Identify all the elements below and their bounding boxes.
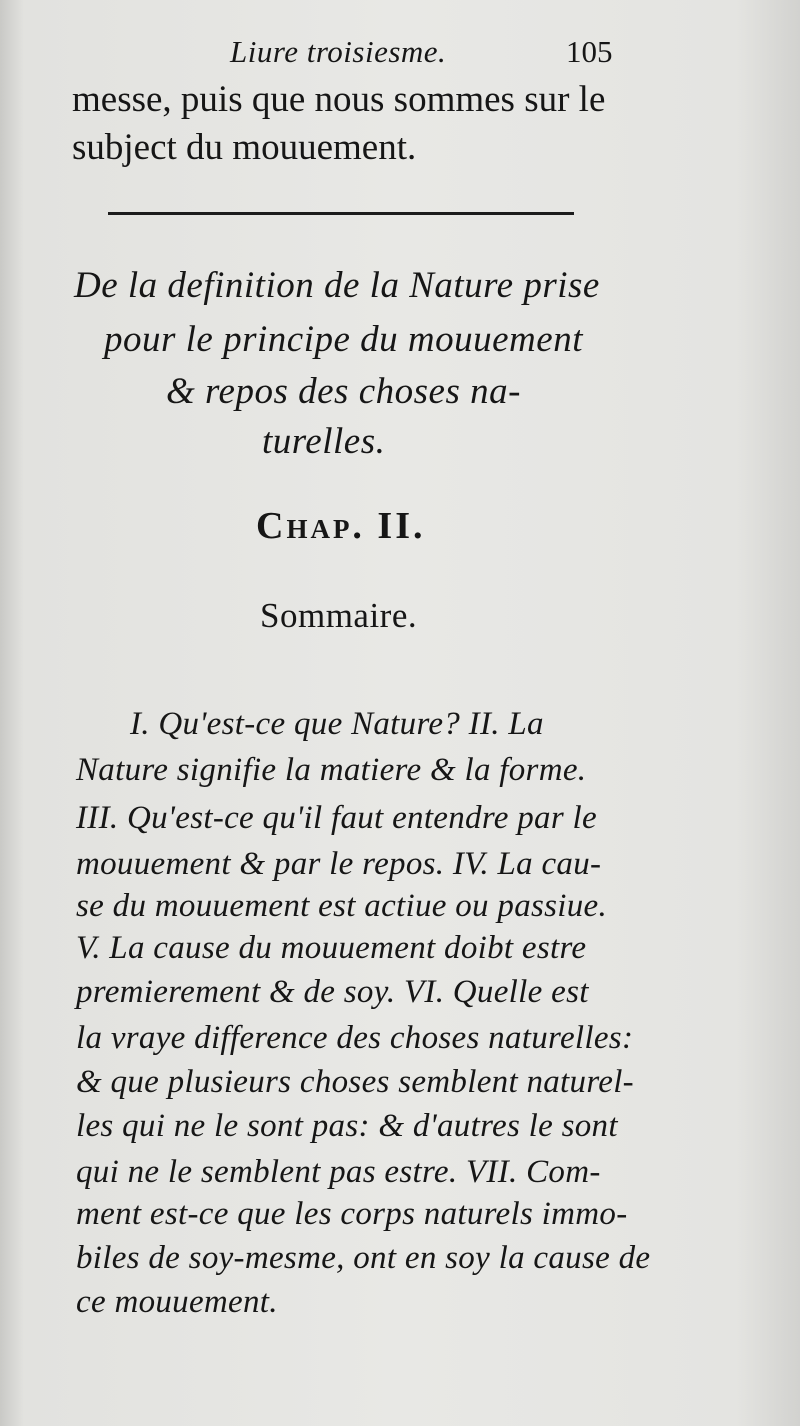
summary-line: les qui ne le sont pas: & d'autres le sont [76, 1108, 618, 1144]
chapter-title-line: & repos des choses na- [166, 371, 521, 412]
summary-line: biles de soy-mesme, ont en soy la cause de [76, 1240, 651, 1276]
chapter-title-line: turelles. [262, 421, 386, 462]
summary-line: mouuement & par le repos. IV. La cau- [76, 846, 602, 882]
summary-line: se du mouuement est actiue ou passiue. [76, 888, 608, 924]
summary-line: ment est-ce que les corps naturels immo- [76, 1196, 628, 1232]
summary-line: & que plusieurs choses semblent naturel- [76, 1064, 634, 1100]
chapter-title-line: pour le principe du mouuement [104, 319, 583, 360]
section-divider [108, 212, 574, 215]
text-line: messe, puis que nous sommes sur le [72, 79, 606, 120]
summary-heading: Sommaire. [260, 596, 418, 635]
summary-line: III. Qu'est-ce qu'il faut entendre par le [76, 800, 597, 836]
running-title: Liure troisiesme. [230, 34, 447, 69]
summary-line: premierement & de soy. VI. Quelle est [76, 974, 589, 1010]
page-number: 105 [566, 34, 613, 69]
text-line: subject du mouuement. [72, 127, 417, 168]
page-header [0, 34, 800, 74]
chapter-title-line: De la definition de la Nature prise [74, 265, 600, 306]
summary-line: V. La cause du mouuement doibt estre [76, 930, 587, 966]
chapter-heading: Chap. II. [256, 505, 426, 547]
summary-line: ce mouuement. [76, 1284, 278, 1320]
summary-line: I. Qu'est-ce que Nature? II. La [130, 706, 544, 742]
summary-line: Nature signifie la matiere & la forme. [76, 752, 587, 788]
summary-line: qui ne le semblent pas estre. VII. Com- [76, 1154, 601, 1190]
summary-line: la vraye difference des choses naturelles: [76, 1020, 634, 1056]
